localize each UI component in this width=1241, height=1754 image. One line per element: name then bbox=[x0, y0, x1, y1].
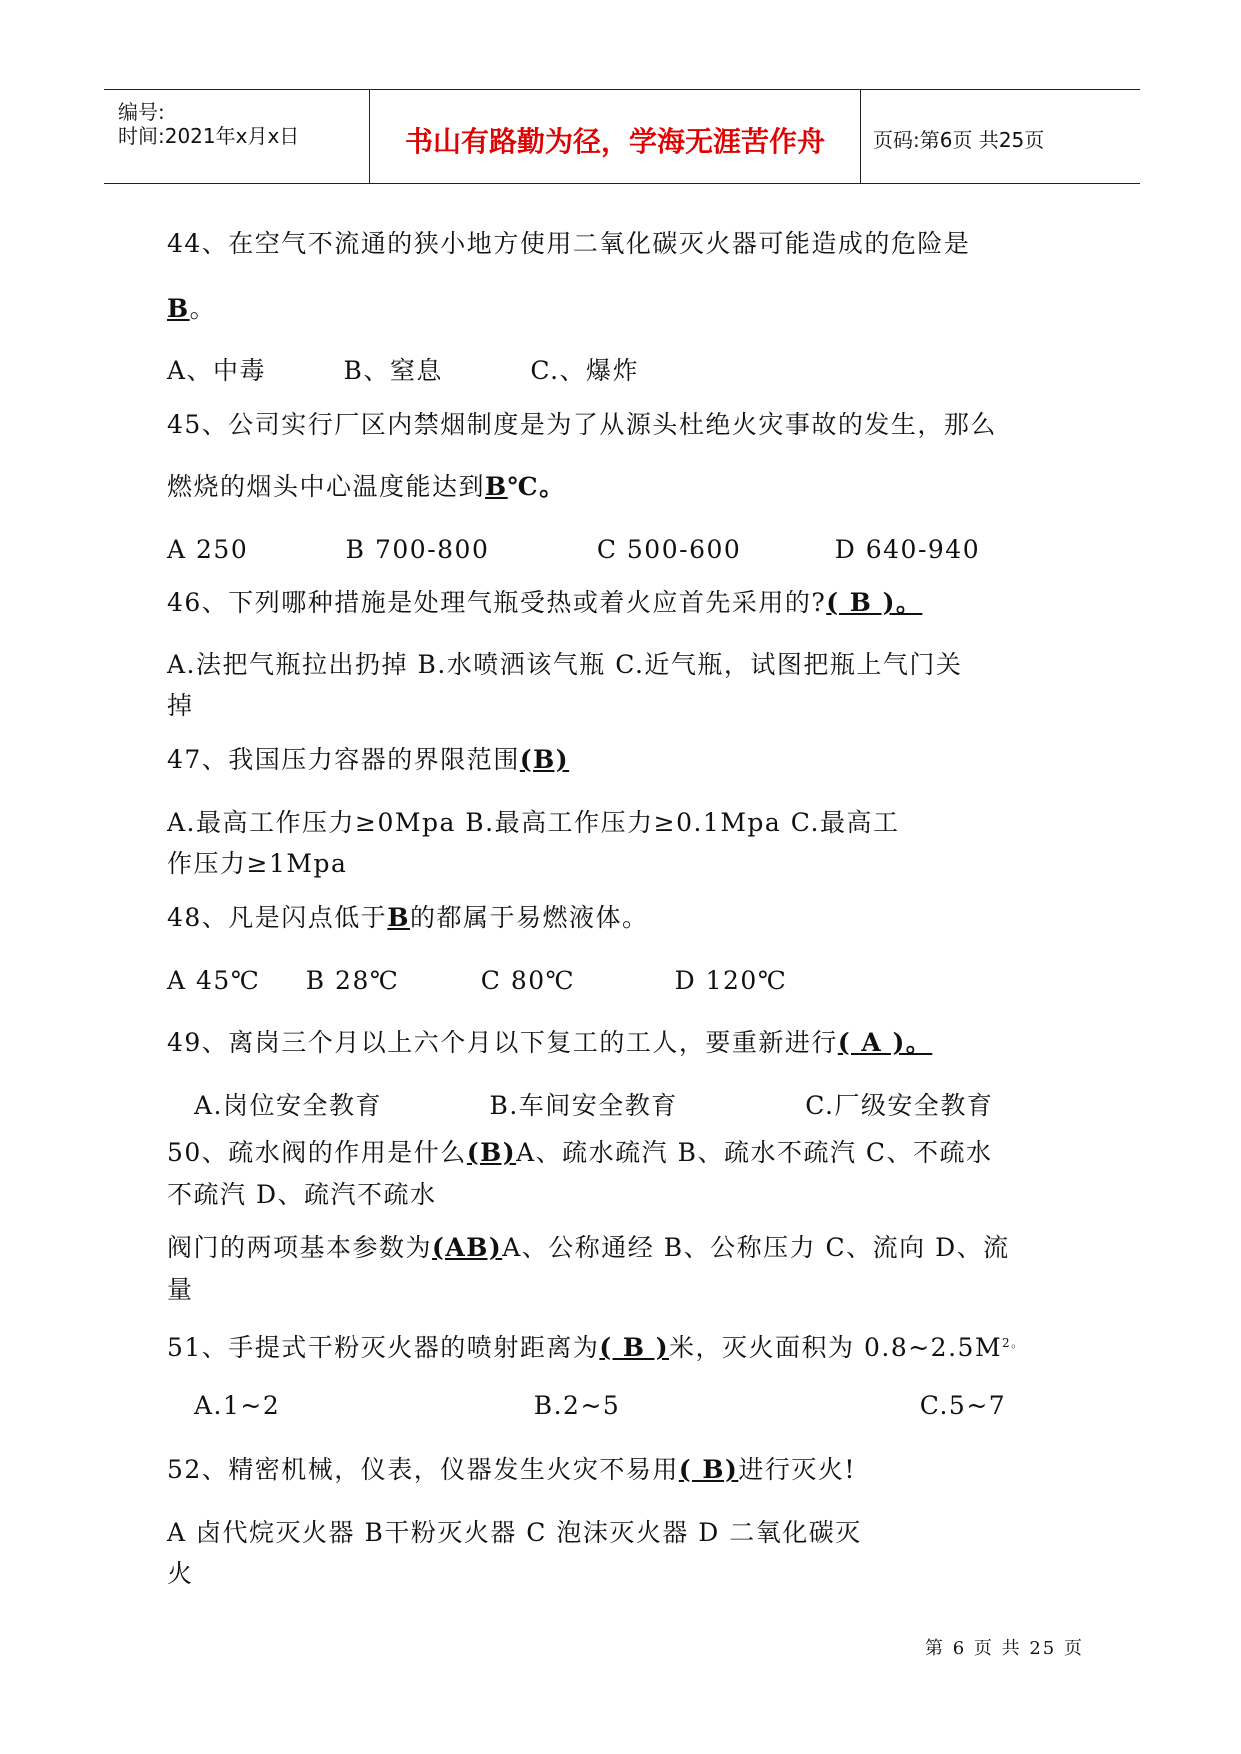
option-b: B、窒息 bbox=[343, 356, 443, 385]
header-page-label: 页码:第6页 共25页 bbox=[873, 128, 1045, 152]
question-49-answer: ( A )。 bbox=[837, 1028, 933, 1057]
option-d: D 120℃ bbox=[674, 966, 788, 995]
question-48-text: 48、凡是闪点低于B的都属于易燃液体。 bbox=[167, 903, 649, 932]
question-50-text: 50、疏水阀的作用是什么(B)A、疏水疏汽 B、疏水不疏汽 C、不疏水 bbox=[167, 1138, 993, 1167]
option-b: B 700-800 bbox=[345, 535, 490, 564]
question-52-options-2: 火 bbox=[167, 1559, 194, 1588]
option-a: A.1~2 bbox=[194, 1391, 281, 1420]
page-footer: 第 6 页 共 25 页 bbox=[925, 1638, 1084, 1659]
question-46-options: A.法把气瓶拉出扔掉 B.水喷洒该气瓶 C.近气瓶，试图把瓶上气门关 bbox=[167, 650, 963, 679]
question-50b-answer: (AB) bbox=[432, 1233, 503, 1262]
question-48-options bbox=[167, 966, 787, 996]
question-50b-text-2: 量 bbox=[167, 1275, 194, 1304]
question-44-answer: B bbox=[167, 294, 190, 323]
page-header bbox=[104, 89, 1140, 184]
question-45-text: 45、公司实行厂区内禁烟制度是为了从源头杜绝火灾事故的发生，那么 bbox=[167, 410, 997, 439]
question-52-answer: ( B) bbox=[678, 1455, 739, 1484]
document-time-label: 时间:2021年x月x日 bbox=[118, 124, 300, 148]
document-number-label: 编号: bbox=[118, 100, 165, 124]
question-46-options-2: 掉 bbox=[167, 691, 194, 720]
header-center-cell bbox=[370, 90, 861, 183]
question-50b-text: 阀门的两项基本参数为(AB)A、公称通经 B、公称压力 C、流向 D、流 bbox=[167, 1233, 1010, 1262]
question-52-options: A 卤代烷灭火器 B干粉灭火器 C 泡沫灭火器 D 二氧化碳灭 bbox=[167, 1518, 862, 1547]
question-49-text: 49、离岗三个月以上六个月以下复工的工人，要重新进行( A )。 bbox=[167, 1028, 933, 1057]
option-c: C.、爆炸 bbox=[530, 356, 640, 385]
question-45-answer: B bbox=[485, 472, 508, 501]
option-c: C 500-600 bbox=[596, 535, 742, 564]
question-49-options bbox=[194, 1091, 993, 1121]
question-51-options bbox=[194, 1391, 1006, 1421]
question-45-options bbox=[167, 535, 980, 565]
question-47-options: A.最高工作压力≥0Mpa B.最高工作压力≥0.1Mpa C.最高工 bbox=[167, 808, 900, 837]
question-50-answer: (B) bbox=[466, 1138, 517, 1167]
question-47-options-2: 作压力≥1Mpa bbox=[167, 849, 348, 878]
question-48-answer: B bbox=[387, 903, 410, 932]
option-b: B.2~5 bbox=[533, 1391, 621, 1420]
question-46-text: 46、下列哪种措施是处理气瓶受热或着火应首先采用的?( B )。 bbox=[167, 588, 923, 617]
option-a: A.岗位安全教育 bbox=[194, 1091, 383, 1120]
question-44-text: 44、在空气不流通的狭小地方使用二氧化碳灭火器可能造成的危险是 bbox=[167, 229, 971, 258]
header-right-cell bbox=[861, 90, 1140, 183]
option-c: C 80℃ bbox=[480, 966, 576, 995]
question-51-answer: ( B ) bbox=[599, 1333, 670, 1363]
question-51-text: 51、手提式干粉灭火器的喷射距离为( B )米，灭火面积为 0.8~2.5M2。 bbox=[167, 1333, 1025, 1363]
option-a: A 45℃ bbox=[167, 966, 261, 995]
question-44-options bbox=[167, 356, 639, 386]
option-a: A、中毒 bbox=[167, 356, 267, 385]
question-50-text-2: 不疏汽 D、疏汽不疏水 bbox=[167, 1180, 437, 1209]
option-c: C.厂级安全教育 bbox=[805, 1091, 994, 1120]
question-46-answer: ( B )。 bbox=[826, 588, 923, 617]
question-47-answer: (B) bbox=[519, 745, 570, 774]
question-47-text: 47、我国压力容器的界限范围(B) bbox=[167, 745, 570, 774]
option-d: D 640-940 bbox=[834, 535, 981, 564]
option-b: B 28℃ bbox=[305, 966, 400, 995]
question-45-text-2: 燃烧的烟头中心温度能达到B℃。 bbox=[167, 472, 566, 501]
option-c: C.5~7 bbox=[919, 1391, 1007, 1420]
option-b: B.车间安全教育 bbox=[489, 1091, 678, 1120]
question-52-text: 52、精密机械，仪表，仪器发生火灾不易用( B)进行灭火! bbox=[167, 1455, 856, 1484]
question-44-answer-line: B。 bbox=[167, 294, 217, 323]
option-a: A 250 bbox=[167, 535, 249, 564]
header-left-cell bbox=[104, 90, 370, 183]
header-motto: 书山有路勤为径，学海无涯苦作舟 bbox=[404, 125, 825, 158]
